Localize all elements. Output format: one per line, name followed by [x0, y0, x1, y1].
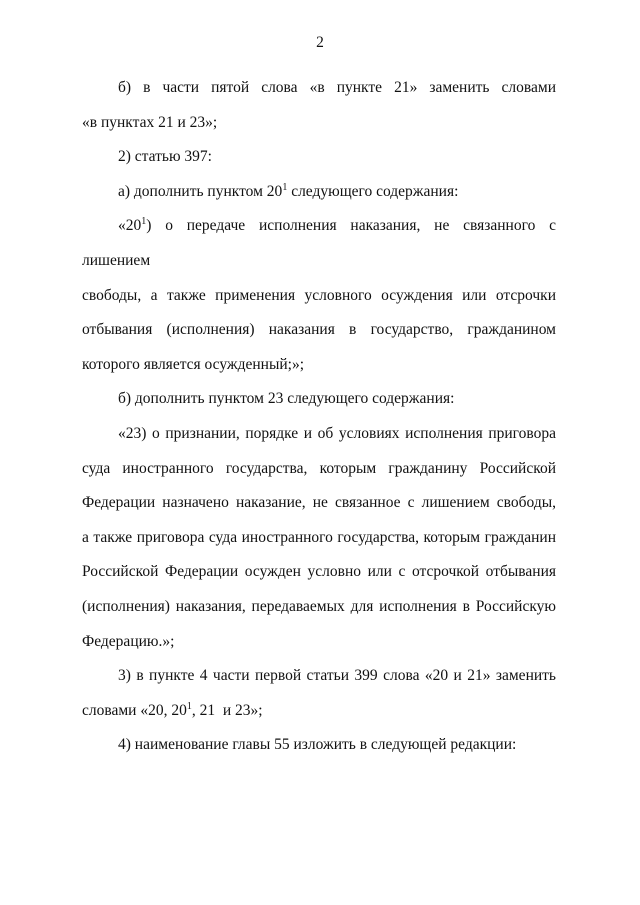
paragraph-4-line-3: отбывания (исполнения) наказания в государство, гражданином — [82, 321, 556, 339]
document-body — [82, 71, 556, 763]
paragraph-6-line-6: (исполнения) наказания, передаваемых для исполнения в Российскую — [82, 597, 556, 615]
paragraph-7 — [82, 659, 556, 728]
superscript: 1 — [282, 181, 288, 193]
paragraph-1-line-1: б) в части пятой слова «в пункте 21» заменить словами — [118, 79, 556, 96]
paragraph-7-line-2-a: словами «20, 20 — [82, 701, 187, 719]
paragraph-4-line-1-rest: ) о передаче исполнения наказания, не связанного с лишением — [82, 217, 556, 269]
paragraph-6-line-4: а также приговора суда иностранного государства, которым гражданин — [82, 528, 556, 546]
paragraph-3 — [82, 175, 556, 210]
paragraph-4-line-4: которого является осужденный;»; — [82, 355, 305, 373]
paragraph-6-line-5: Российской Федерации осужден условно или с отсрочкой отбывания — [82, 563, 556, 581]
paragraph-4 — [82, 209, 556, 382]
paragraph-3-text-a: а) дополнить пунктом 20 — [118, 182, 283, 200]
paragraph-6-line-7: Федерацию.»; — [82, 632, 175, 650]
paragraph-1 — [82, 71, 556, 140]
paragraph-6-line-1: «23) о признании, порядке и об условиях исполнения приговора — [118, 424, 556, 442]
paragraph-3-text-b: следующего содержания: — [287, 182, 459, 200]
paragraph-2: 2) статью 397: — [118, 148, 212, 166]
paragraph-1-line-2: «в пунктах 21 и 23»; — [82, 113, 218, 131]
paragraph-6-line-2: суда иностранного государства, которым гражданину Российской — [82, 459, 556, 477]
paragraph-8: 4) наименование главы 55 изложить в следующей редакции: — [118, 736, 517, 754]
paragraph-6 — [82, 417, 556, 659]
paragraph-6-line-3: Федерации назначено наказание, не связанное с лишением свободы, — [82, 494, 556, 512]
superscript: 1 — [141, 216, 147, 228]
paragraph-4-line-2: свободы, а также применения условного осуждения или отсрочки — [82, 286, 556, 304]
paragraph-4-quote-start: «20 — [118, 217, 142, 235]
paragraph-4-line-1 — [82, 209, 556, 278]
paragraph-7-line-1: 3) в пункте 4 части первой статьи 399 слова «20 и 21» заменить — [118, 667, 556, 685]
paragraph-7-line-2-b: , 21 и 23»; — [191, 701, 263, 719]
page-number: 2 — [316, 34, 324, 51]
superscript: 1 — [186, 700, 192, 712]
paragraph-7-line-2 — [82, 694, 556, 729]
paragraph-5: б) дополнить пунктом 23 следующего содержания: — [118, 390, 455, 408]
